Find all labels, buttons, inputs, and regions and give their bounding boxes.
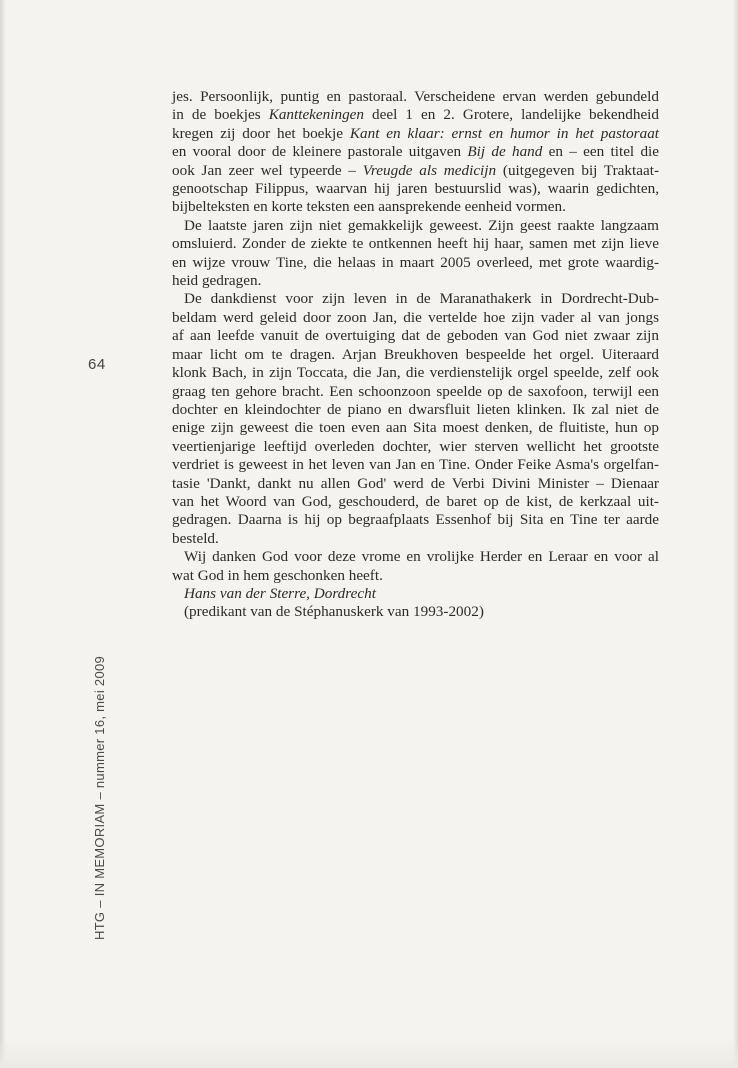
text-line: gedragen. Daarna is hij op begraafplaats Essenhof bij Sita en Tine ter aarde [172,511,659,529]
text-line: af aan leefde vanuit de overtuiging dat de geboden van God niet zwaar zijn [172,327,659,345]
text-line: Wij danken God voor deze vrome en vrolijke Herder en Leraar en voor al [184,548,659,566]
text-line: maar licht om te dragen. Arjan Breukhoven bespeelde het orgel. Uiteraard [172,345,659,363]
text-line: dochter en kleindochter de piano en dwarsfluit lieten klinken. Ik zal niet de [172,400,659,418]
text-line: in de boekjes Kanttekeningen deel 1 en 2. Grotere, landelijke bekendheid [172,106,659,124]
text-line: heid gedragen. [172,272,262,290]
text-line: wat God in hem geschonken heeft. [172,566,383,584]
text-line: ook Jan zeer wel typeerde – Vreugde als medicijn (uitgegeven bij Traktaat- [172,161,659,179]
signature-author: Hans van der Sterre, Dordrecht [184,584,376,602]
text-line: verdriet is geweest in het leven van Jan en Tine. Onder Feike Asma's orgelfan- [172,456,659,474]
text-line: besteld. [172,529,219,547]
text-line: De dankdienst voor zijn leven in de Maranathakerk in Dordrecht-Dub- [184,290,659,308]
italic-title: Bij de hand [467,143,543,161]
text-line: De laatste jaren zijn niet gemakkelijk geweest. Zijn geest raakte langzaam [184,216,659,234]
text-line: en wijze vrouw Tine, die helaas in maart 2005 overleed, met grote waardig- [172,253,659,271]
scan-right-edge [733,0,738,1068]
text-line: klonk Bach, in zijn Toccata, die Jan, die verdienstelijk orgel speelde, zelf ook [172,364,659,382]
italic-title: Vreugde als medicijn [362,161,497,179]
scan-bottom-shade [0,1038,738,1068]
paragraph-closing [172,548,659,585]
scan-left-edge [0,0,6,1068]
text-line: van het Woord van God, geschouderd, de baret op de kist, de kerkzaal uit- [172,492,659,510]
text-line: omsluierd. Zonder de ziekte te ontkennen heeft hij haar, samen met zijn lieve [172,235,659,253]
text-line: en vooral door de kleinere pastorale uitgaven Bij de hand en – een titel die [172,143,659,161]
text-line: beldam werd geleid door zoon Jan, die vertelde hoe zijn vader al van jongs [172,308,659,326]
running-footer: HTG – IN MEMORIAM – nummer 16, mei 2009 [92,655,107,940]
article-body [172,88,659,622]
signature [172,585,659,622]
text-line: tasie 'Dankt, dankt nu allen God' werd de Verbi Divini Minister – Dienaar [172,474,659,492]
text-line: kregen zij door het boekje Kant en klaar: ernst en humor in het pastoraat [172,124,660,142]
text-line: jes. Persoonlijk, puntig en pastoraal. Verscheidene ervan werden gebundeld [172,88,659,105]
text-line: bijbelteksten en korte teksten een aansprekende eenheid vormen. [172,198,566,216]
text-line: graag ten gehore bracht. Een schoonzoon speelde op de saxofoon, terwijl een [172,382,659,400]
italic-title: Kanttekeningen [268,106,365,124]
paragraph-publications [172,88,659,217]
paragraph-memorial-service [172,290,659,548]
paragraph-last-years [172,217,659,291]
signature-role: (predikant van de Stéphanuskerk van 1993-2002) [184,603,484,621]
italic-title: Kant en klaar: ernst en humor in het pastoraat [349,124,660,142]
text-line: enige zijn geweest die toen even aan Sita moest denken, de fluitiste, hun op [172,419,659,437]
text-line: veertienjarige leeftijd overleden dochter, wier sterven wellicht het grootste [172,437,659,455]
text-line: genootschap Filippus, waarvan hij jaren bestuurslid was), waarin gedichten, [172,180,659,198]
page-number: 64 [88,356,106,373]
